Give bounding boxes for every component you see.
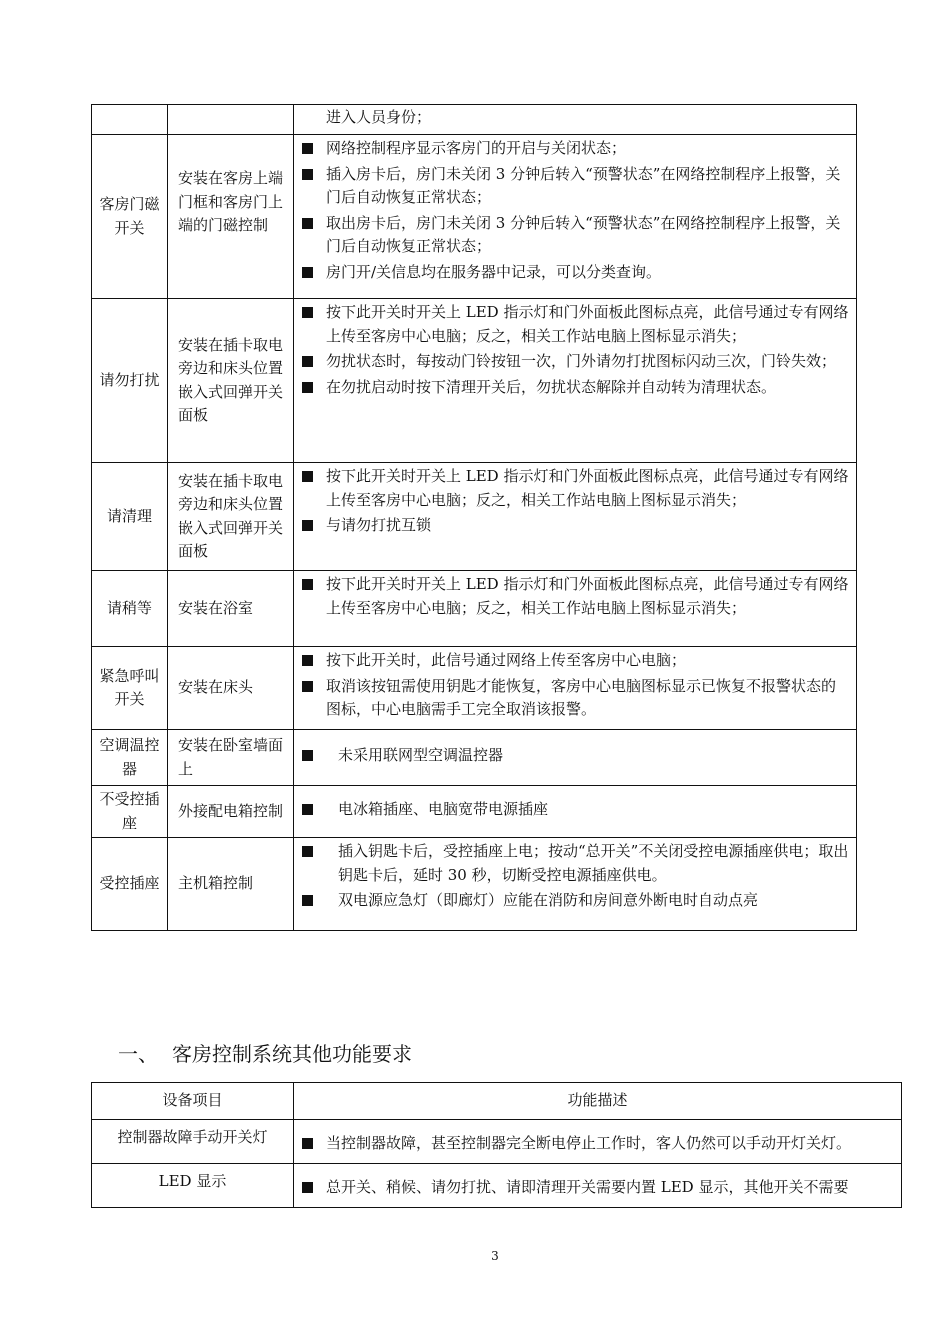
device-cell: 控制器故障手动开关灯 (92, 1120, 294, 1164)
install-cell: 安装在插卡取电旁边和床头位置嵌入式回弹开关面板 (168, 299, 294, 463)
table-row (92, 299, 857, 463)
device-cell: 请勿打扰 (92, 299, 168, 463)
list-item: 双电源应急灯（即廊灯）应能在消防和房间意外断电时自动点亮 (302, 889, 850, 913)
list-item: 按下此开关时开关上 LED 指示灯和门外面板此图标点亮，此信号通过专有网络上传至客房中心电脑；反之，相关工作站电脑上图标显示消失； (302, 301, 850, 348)
table-row (92, 135, 857, 299)
square-bullet-icon (302, 750, 313, 761)
square-bullet-icon (302, 846, 313, 857)
install-cell: 主机箱控制 (168, 838, 294, 931)
square-bullet-icon (302, 267, 313, 278)
square-bullet-icon (302, 382, 313, 393)
continued-text: 进入人员身份； (326, 108, 432, 126)
other-function-table (91, 1082, 902, 1208)
list-item: 按下此开关时，此信号通过网络上传至客房中心电脑； (302, 649, 850, 673)
device-cell: 请清理 (92, 463, 168, 571)
square-bullet-icon (302, 1182, 313, 1193)
description-cell (294, 838, 857, 931)
description-cell (294, 647, 857, 730)
square-bullet-icon (302, 804, 313, 815)
device-cell: LED 显示 (92, 1164, 294, 1208)
description-cell (294, 463, 857, 571)
device-cell: 请稍等 (92, 571, 168, 647)
list-item: 未采用联网型空调温控器 (302, 744, 850, 768)
device-cell: 空调温控器 (92, 730, 168, 786)
square-bullet-icon (302, 169, 313, 180)
device-cell (92, 105, 168, 135)
install-cell: 安装在客房上端门框和客房门上端的门磁控制 (168, 135, 294, 299)
list-item: 取消该按钮需使用钥匙才能恢复，客房中心电脑图标显示已恢复不报警状态的图标，中心电脑需手工完全取消该报警。 (302, 675, 850, 722)
install-cell: 安装在床头 (168, 647, 294, 730)
device-cell: 客房门磁开关 (92, 135, 168, 299)
list-item: 与请勿打扰互锁 (302, 514, 850, 538)
column-header-device: 设备项目 (92, 1083, 294, 1120)
table-header-row (92, 1083, 902, 1120)
list-item: 在勿扰启动时按下清理开关后，勿扰状态解除并自动转为清理状态。 (302, 376, 850, 400)
square-bullet-icon (302, 895, 313, 906)
install-cell: 安装在插卡取电旁边和床头位置嵌入式回弹开关面板 (168, 463, 294, 571)
description-cell (294, 1164, 902, 1208)
list-item: 按下此开关时开关上 LED 指示灯和门外面板此图标点亮，此信号通过专有网络上传至客房中心电脑；反之，相关工作站电脑上图标显示消失； (302, 465, 850, 512)
list-item: 电冰箱插座、电脑宽带电源插座 (302, 798, 850, 822)
table-row (92, 1120, 902, 1164)
square-bullet-icon (302, 655, 313, 666)
square-bullet-icon (302, 471, 313, 482)
table-row (92, 1164, 902, 1208)
description-cell (294, 1120, 902, 1164)
table-row (92, 838, 857, 931)
install-cell: 安装在浴室 (168, 571, 294, 647)
table-row (92, 105, 857, 135)
list-item: 插入房卡后，房门未关闭 3 分钟后转入“预警状态”在网络控制程序上报警，关门后自动恢复正常状态； (302, 163, 850, 210)
square-bullet-icon (302, 1138, 313, 1149)
device-function-table (91, 104, 857, 931)
description-cell (294, 786, 857, 838)
section-number: 一、 (118, 1042, 158, 1066)
table-row (92, 463, 857, 571)
install-cell: 外接配电箱控制 (168, 786, 294, 838)
list-item: 勿扰状态时，每按动门铃按钮一次，门外请勿打扰图标闪动三次，门铃失效； (302, 350, 850, 374)
list-item: 房门开/关信息均在服务器中记录，可以分类查询。 (302, 261, 850, 285)
description-cell (294, 730, 857, 786)
section-heading (118, 1040, 412, 1068)
square-bullet-icon (302, 579, 313, 590)
square-bullet-icon (302, 143, 313, 154)
description-cell (294, 299, 857, 463)
device-cell: 受控插座 (92, 838, 168, 931)
list-item: 总开关、稍候、请勿打扰、请即清理开关需要内置 LED 显示，其他开关不需要 (302, 1176, 897, 1200)
description-cell (294, 135, 857, 299)
square-bullet-icon (302, 681, 313, 692)
device-cell: 紧急呼叫开关 (92, 647, 168, 730)
list-item: 取出房卡后，房门未关闭 3 分钟后转入“预警状态”在网络控制程序上报警，关门后自动恢复正常状态； (302, 212, 850, 259)
table-row (92, 647, 857, 730)
device-cell: 不受控插座 (92, 786, 168, 838)
install-cell: 安装在卧室墙面上 (168, 730, 294, 786)
install-cell (168, 105, 294, 135)
page-number: 3 (491, 1249, 499, 1263)
table-row (92, 730, 857, 786)
square-bullet-icon (302, 520, 313, 531)
square-bullet-icon (302, 356, 313, 367)
list-item: 当控制器故障，甚至控制器完全断电停止工作时，客人仍然可以手动开灯关灯。 (302, 1132, 897, 1156)
column-header-description: 功能描述 (294, 1083, 902, 1120)
section-title: 客房控制系统其他功能要求 (172, 1042, 412, 1066)
list-item: 插入钥匙卡后，受控插座上电；按动“总开关”不关闭受控电源插座供电；取出钥匙卡后，延时 30 秒，切断受控电源插座供电。 (302, 840, 850, 887)
description-cell (294, 571, 857, 647)
square-bullet-icon (302, 307, 313, 318)
list-item: 网络控制程序显示客房门的开启与关闭状态； (302, 137, 850, 161)
square-bullet-icon (302, 218, 313, 229)
description-cell (294, 105, 857, 135)
table-row (92, 786, 857, 838)
list-item: 按下此开关时开关上 LED 指示灯和门外面板此图标点亮，此信号通过专有网络上传至客房中心电脑；反之，相关工作站电脑上图标显示消失； (302, 573, 850, 620)
table-row (92, 571, 857, 647)
